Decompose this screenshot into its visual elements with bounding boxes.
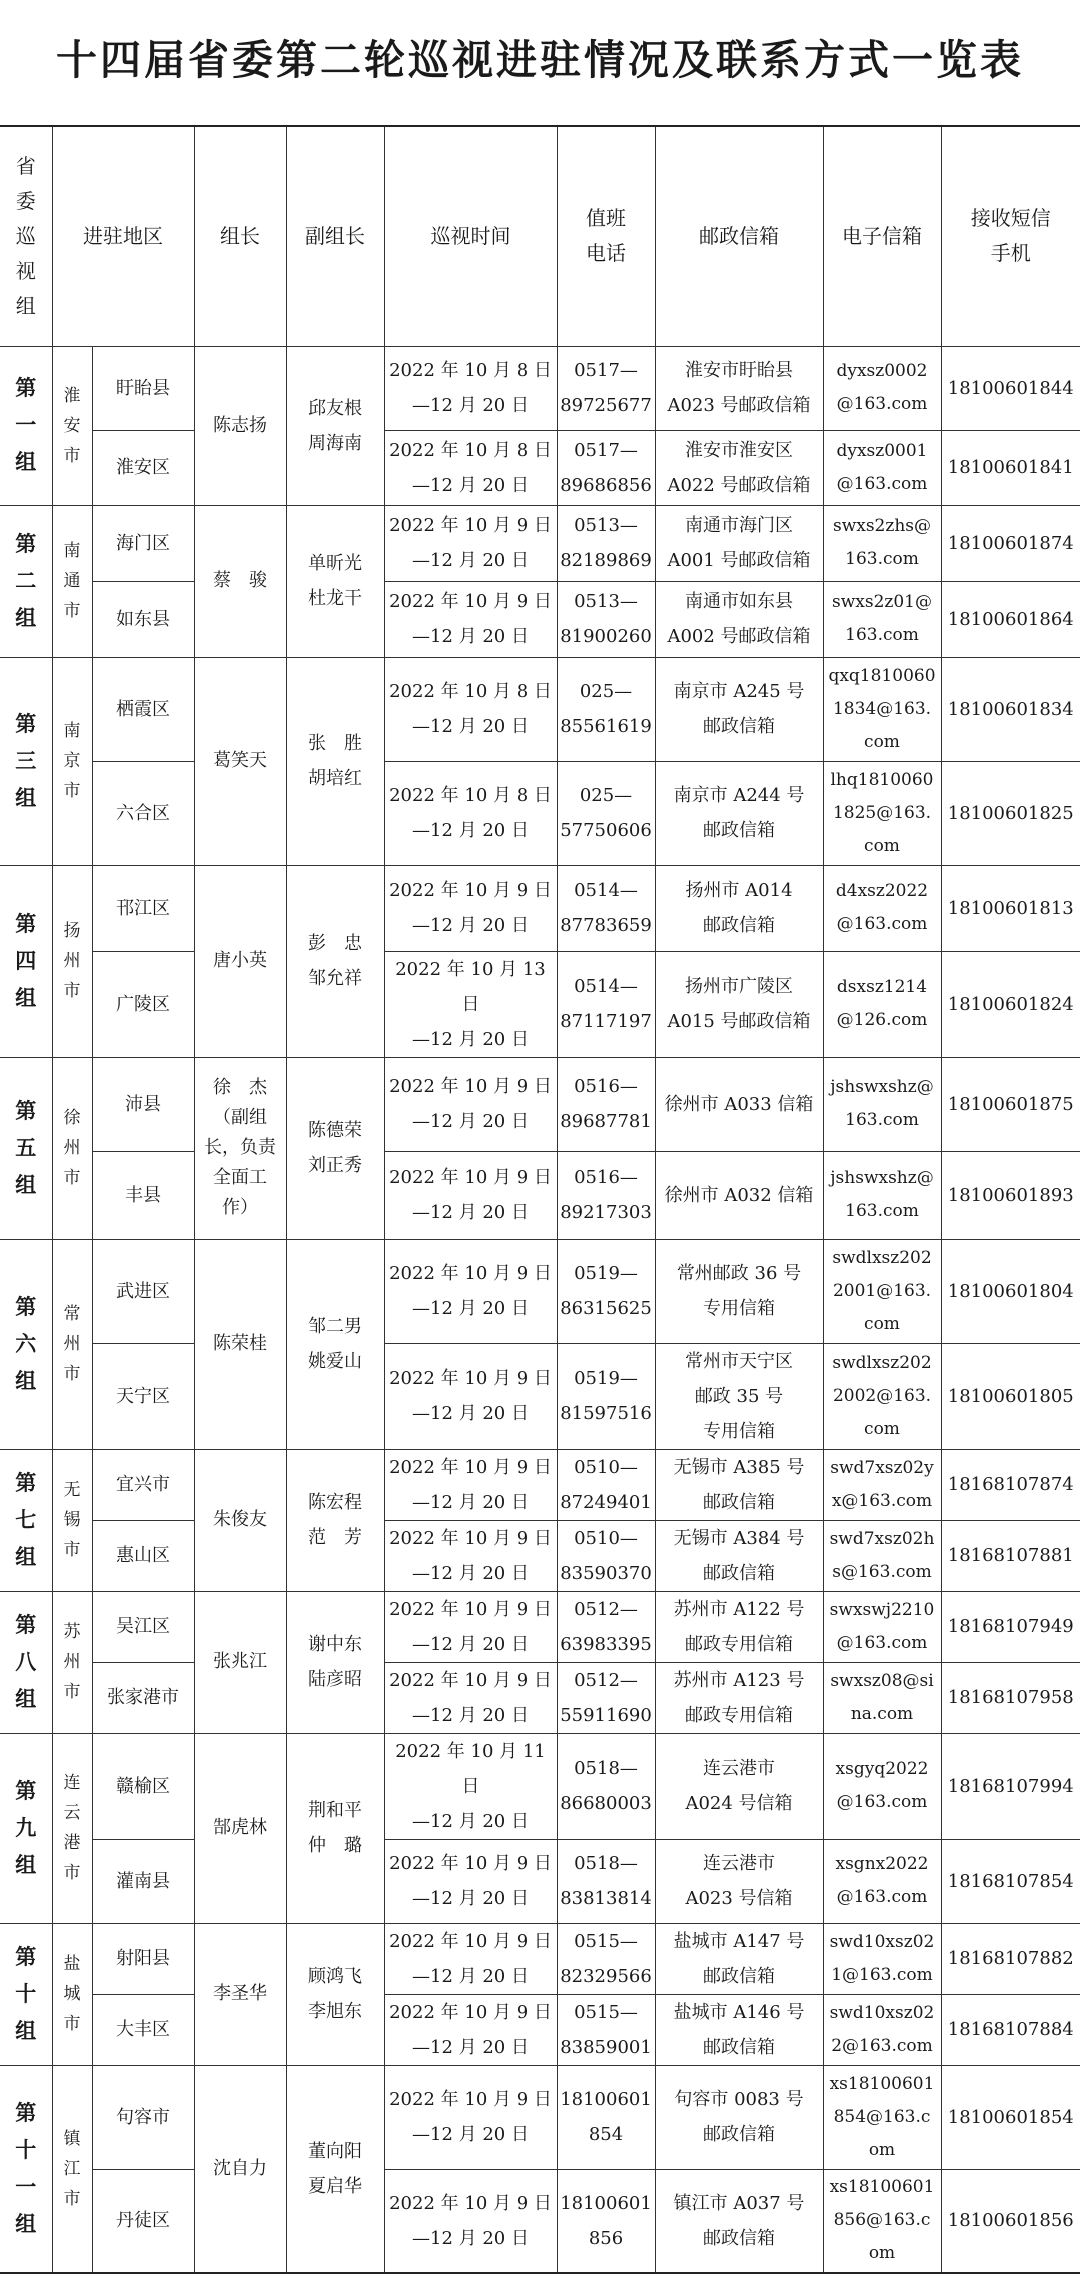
mailbox-cell: 盐城市 A147 号 邮政信箱 [655,1923,823,1994]
email-cell: d4xsz2022 @163.com [823,865,941,951]
mailbox-cell: 句容市 0083 号 邮政信箱 [655,2065,823,2169]
group-name: 第 五 组 [0,1057,52,1239]
header-duty-phone: 值班 电话 [557,126,655,346]
county-cell: 天宁区 [92,1343,194,1449]
sms-phone-cell: 18100601875 [941,1057,1080,1151]
deputy-cell: 邱友根 周海南 [286,346,384,505]
period-cell: 2022 年 10 月 9 日 —12 月 20 日 [384,1520,557,1591]
email-cell: swdlxsz202 2002@163. com [823,1343,941,1449]
group-city: 徐 州 市 [52,1057,92,1239]
period-cell: 2022 年 10 月 9 日 —12 月 20 日 [384,1923,557,1994]
mailbox-cell: 无锡市 A385 号 邮政信箱 [655,1449,823,1520]
group-name: 第 九 组 [0,1733,52,1923]
county-cell: 赣榆区 [92,1733,194,1839]
sms-phone-cell: 18100601893 [941,1151,1080,1239]
email-cell: swxs2zhs@ 163.com [823,505,941,581]
mailbox-cell: 常州市天宁区 邮政 35 号 专用信箱 [655,1343,823,1449]
email-cell: swxswj2210 @163.com [823,1591,941,1662]
sms-phone-cell: 18168107882 [941,1923,1080,1994]
mailbox-cell: 南京市 A245 号 邮政信箱 [655,657,823,761]
sms-phone-cell: 18100601854 [941,2065,1080,2169]
group-name: 第 七 组 [0,1449,52,1591]
county-cell: 栖霞区 [92,657,194,761]
period-cell: 2022 年 10 月 9 日 —12 月 20 日 [384,581,557,657]
sms-phone-cell: 18168107958 [941,1662,1080,1733]
header-email: 电子信箱 [823,126,941,346]
county-cell: 丰县 [92,1151,194,1239]
email-cell: swd7xsz02h s@163.com [823,1520,941,1591]
period-cell: 2022 年 10 月 9 日 —12 月 20 日 [384,1591,557,1662]
table-row [0,1343,1080,1449]
group-city: 无 锡 市 [52,1449,92,1591]
duty-phone-cell: 18100601 856 [557,2169,655,2273]
group-city: 常 州 市 [52,1239,92,1449]
group-city: 南 京 市 [52,657,92,865]
period-cell: 2022 年 10 月 9 日 —12 月 20 日 [384,2169,557,2273]
county-cell: 宜兴市 [92,1449,194,1520]
duty-phone-cell: 0519— 81597516 [557,1343,655,1449]
sms-phone-cell: 18168107949 [941,1591,1080,1662]
duty-phone-cell: 0513— 82189869 [557,505,655,581]
county-cell: 丹徒区 [92,2169,194,2273]
deputy-cell: 单昕光 杜龙干 [286,505,384,657]
group-city: 苏 州 市 [52,1591,92,1733]
county-cell: 大丰区 [92,1994,194,2065]
table-row [0,657,1080,761]
county-cell: 广陵区 [92,951,194,1057]
county-cell: 海门区 [92,505,194,581]
email-cell: dsxsz1214 @126.com [823,951,941,1057]
group-city: 镇 江 市 [52,2065,92,2273]
duty-phone-cell: 18100601 854 [557,2065,655,2169]
table-row [0,1449,1080,1520]
leader-cell: 唐小英 [194,865,286,1057]
mailbox-cell: 连云港市 A024 号信箱 [655,1733,823,1839]
county-cell: 邗江区 [92,865,194,951]
mailbox-cell: 镇江市 A037 号 邮政信箱 [655,2169,823,2273]
table-row [0,865,1080,951]
county-cell: 沛县 [92,1057,194,1151]
county-cell: 吴江区 [92,1591,194,1662]
duty-phone-cell: 0512— 63983395 [557,1591,655,1662]
table-row [0,1839,1080,1923]
deputy-cell: 邹二男 姚爱山 [286,1239,384,1449]
table-row [0,1239,1080,1343]
county-cell: 惠山区 [92,1520,194,1591]
county-cell: 射阳县 [92,1923,194,1994]
period-cell: 2022 年 10 月 9 日 —12 月 20 日 [384,505,557,581]
table-row [0,1151,1080,1239]
sms-phone-cell: 18168107884 [941,1994,1080,2065]
mailbox-cell: 扬州市 A014 邮政信箱 [655,865,823,951]
group-name: 第 二 组 [0,505,52,657]
group-name: 第 一 组 [0,346,52,505]
table-row [0,1057,1080,1151]
sms-phone-cell: 18100601804 [941,1239,1080,1343]
leader-cell: 徐 杰 （副组 长，负责 全面工 作） [194,1057,286,1239]
mailbox-cell: 无锡市 A384 号 邮政信箱 [655,1520,823,1591]
email-cell: lhq1810060 1825@163. com [823,761,941,865]
table-row [0,2169,1080,2273]
mailbox-cell: 常州邮政 36 号 专用信箱 [655,1239,823,1343]
table-row [0,505,1080,581]
group-name: 第 十 一 组 [0,2065,52,2273]
group-city: 盐 城 市 [52,1923,92,2065]
group-city: 淮 安 市 [52,346,92,505]
mailbox-cell: 淮安市淮安区 A022 号邮政信箱 [655,430,823,505]
email-cell: swd10xsz02 1@163.com [823,1923,941,1994]
group-name: 第 四 组 [0,865,52,1057]
duty-phone-cell: 0518— 86680003 [557,1733,655,1839]
email-cell: jshswxshz@ 163.com [823,1151,941,1239]
duty-phone-cell: 0512— 55911690 [557,1662,655,1733]
sms-phone-cell: 18168107874 [941,1449,1080,1520]
duty-phone-cell: 0510— 83590370 [557,1520,655,1591]
period-cell: 2022 年 10 月 9 日 —12 月 20 日 [384,2065,557,2169]
period-cell: 2022 年 10 月 9 日 —12 月 20 日 [384,1449,557,1520]
group-city: 扬 州 市 [52,865,92,1057]
page-title: 十四届省委第二轮巡视进驻情况及联系方式一览表 [56,36,1024,84]
table-row [0,1994,1080,2065]
table-row [0,1923,1080,1994]
county-cell: 武进区 [92,1239,194,1343]
duty-phone-cell: 0515— 82329566 [557,1923,655,1994]
header-row [0,126,1080,346]
period-cell: 2022 年 10 月 8 日 —12 月 20 日 [384,761,557,865]
deputy-cell: 彭 忠 邹允祥 [286,865,384,1057]
email-cell: swxs2z01@ 163.com [823,581,941,657]
leader-cell: 陈荣桂 [194,1239,286,1449]
duty-phone-cell: 0518— 83813814 [557,1839,655,1923]
duty-phone-cell: 0516— 89687781 [557,1057,655,1151]
table-row [0,1591,1080,1662]
header-period: 巡视时间 [384,126,557,346]
sms-phone-cell: 18100601805 [941,1343,1080,1449]
email-cell: swxsz08@si na.com [823,1662,941,1733]
period-cell: 2022 年 10 月 9 日 —12 月 20 日 [384,1343,557,1449]
county-cell: 如东县 [92,581,194,657]
email-cell: swd7xsz02y x@163.com [823,1449,941,1520]
email-cell: qxq1810060 1834@163. com [823,657,941,761]
sms-phone-cell: 18100601864 [941,581,1080,657]
leader-cell: 郜虎林 [194,1733,286,1923]
period-cell: 2022 年 10 月 9 日 —12 月 20 日 [384,1057,557,1151]
table-row [0,1733,1080,1839]
inspection-table [0,125,1080,2274]
sms-phone-cell: 18100601844 [941,346,1080,430]
sms-phone-cell: 18100601834 [941,657,1080,761]
mailbox-cell: 盐城市 A146 号 邮政信箱 [655,1994,823,2065]
deputy-cell: 荆和平 仲 璐 [286,1733,384,1923]
county-cell: 六合区 [92,761,194,865]
group-name: 第 八 组 [0,1591,52,1733]
period-cell: 2022 年 10 月 13 日 —12 月 20 日 [384,951,557,1057]
deputy-cell: 董向阳 夏启华 [286,2065,384,2273]
mailbox-cell: 南通市如东县 A002 号邮政信箱 [655,581,823,657]
mailbox-cell: 徐州市 A033 信箱 [655,1057,823,1151]
table-row [0,430,1080,505]
mailbox-cell: 苏州市 A122 号 邮政专用信箱 [655,1591,823,1662]
county-cell: 张家港市 [92,1662,194,1733]
county-cell: 句容市 [92,2065,194,2169]
deputy-cell: 张 胜 胡培红 [286,657,384,865]
sms-phone-cell: 18100601825 [941,761,1080,865]
duty-phone-cell: 0516— 89217303 [557,1151,655,1239]
period-cell: 2022 年 10 月 9 日 —12 月 20 日 [384,1839,557,1923]
sms-phone-cell: 18100601874 [941,505,1080,581]
leader-cell: 葛笑天 [194,657,286,865]
table-row [0,581,1080,657]
group-city: 南 通 市 [52,505,92,657]
deputy-cell: 陈宏程 范 芳 [286,1449,384,1591]
email-cell: dyxsz0002 @163.com [823,346,941,430]
period-cell: 2022 年 10 月 9 日 —12 月 20 日 [384,1239,557,1343]
county-cell: 淮安区 [92,430,194,505]
email-cell: swd10xsz02 2@163.com [823,1994,941,2065]
header-sms: 接收短信 手机 [941,126,1080,346]
period-cell: 2022 年 10 月 11 日 —12 月 20 日 [384,1733,557,1839]
sms-phone-cell: 18168107994 [941,1733,1080,1839]
mailbox-cell: 连云港市 A023 号信箱 [655,1839,823,1923]
header-group: 省 委 巡 视 组 [0,126,52,346]
duty-phone-cell: 0519— 86315625 [557,1239,655,1343]
duty-phone-cell: 0514— 87117197 [557,951,655,1057]
email-cell: xsgnx2022 @163.com [823,1839,941,1923]
sms-phone-cell: 18100601856 [941,2169,1080,2273]
period-cell: 2022 年 10 月 9 日 —12 月 20 日 [384,1994,557,2065]
duty-phone-cell: 0513— 81900260 [557,581,655,657]
email-cell: xs18100601 856@163.c om [823,2169,941,2273]
duty-phone-cell: 0517— 89686856 [557,430,655,505]
mailbox-cell: 扬州市广陵区 A015 号邮政信箱 [655,951,823,1057]
deputy-cell: 谢中东 陆彦昭 [286,1591,384,1733]
sms-phone-cell: 18100601824 [941,951,1080,1057]
leader-cell: 蔡 骏 [194,505,286,657]
deputy-cell: 陈德荣 刘正秀 [286,1057,384,1239]
header-region: 进驻地区 [52,126,194,346]
header-mailbox: 邮政信箱 [655,126,823,346]
sms-phone-cell: 18168107854 [941,1839,1080,1923]
header-leader: 组长 [194,126,286,346]
group-city: 连 云 港 市 [52,1733,92,1923]
table-row [0,346,1080,430]
mailbox-cell: 苏州市 A123 号 邮政专用信箱 [655,1662,823,1733]
period-cell: 2022 年 10 月 9 日 —12 月 20 日 [384,865,557,951]
table-row [0,1520,1080,1591]
group-name: 第 六 组 [0,1239,52,1449]
sms-phone-cell: 18100601813 [941,865,1080,951]
leader-cell: 朱俊友 [194,1449,286,1591]
county-cell: 灌南县 [92,1839,194,1923]
leader-cell: 沈自力 [194,2065,286,2273]
duty-phone-cell: 025— 85561619 [557,657,655,761]
period-cell: 2022 年 10 月 8 日 —12 月 20 日 [384,657,557,761]
group-name: 第 三 组 [0,657,52,865]
mailbox-cell: 南京市 A244 号 邮政信箱 [655,761,823,865]
duty-phone-cell: 025— 57750606 [557,761,655,865]
table-row [0,951,1080,1057]
email-cell: xs18100601 854@163.c om [823,2065,941,2169]
email-cell: xsgyq2022 @163.com [823,1733,941,1839]
leader-cell: 李圣华 [194,1923,286,2065]
leader-cell: 陈志扬 [194,346,286,505]
duty-phone-cell: 0517— 89725677 [557,346,655,430]
duty-phone-cell: 0510— 87249401 [557,1449,655,1520]
duty-phone-cell: 0515— 83859001 [557,1994,655,2065]
email-cell: dyxsz0001 @163.com [823,430,941,505]
deputy-cell: 顾鸿飞 李旭东 [286,1923,384,2065]
mailbox-cell: 徐州市 A032 信箱 [655,1151,823,1239]
county-cell: 盱眙县 [92,346,194,430]
period-cell: 2022 年 10 月 9 日 —12 月 20 日 [384,1662,557,1733]
mailbox-cell: 南通市海门区 A001 号邮政信箱 [655,505,823,581]
group-name: 第 十 组 [0,1923,52,2065]
table-row [0,761,1080,865]
table-row [0,1662,1080,1733]
period-cell: 2022 年 10 月 9 日 —12 月 20 日 [384,1151,557,1239]
table-row [0,2065,1080,2169]
period-cell: 2022 年 10 月 8 日 —12 月 20 日 [384,430,557,505]
email-cell: swdlxsz202 2001@163. com [823,1239,941,1343]
header-deputy: 副组长 [286,126,384,346]
sms-phone-cell: 18168107881 [941,1520,1080,1591]
mailbox-cell: 淮安市盱眙县 A023 号邮政信箱 [655,346,823,430]
sms-phone-cell: 18100601841 [941,430,1080,505]
period-cell: 2022 年 10 月 8 日 —12 月 20 日 [384,346,557,430]
leader-cell: 张兆江 [194,1591,286,1733]
email-cell: jshswxshz@ 163.com [823,1057,941,1151]
duty-phone-cell: 0514— 87783659 [557,865,655,951]
